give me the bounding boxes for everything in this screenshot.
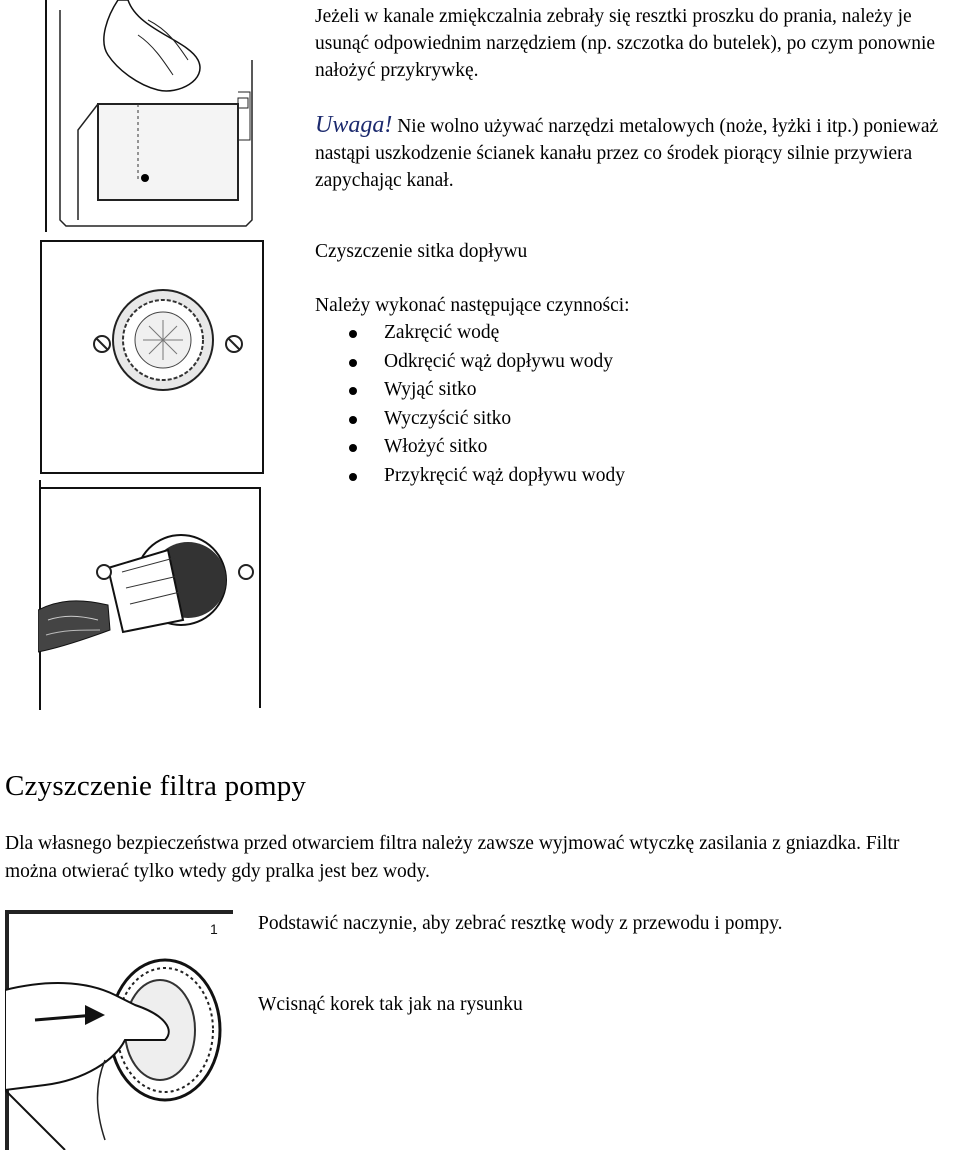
pump-filter-illustration — [5, 910, 233, 1150]
pump-safety-text: Dla własnego bezpieczeństwa przed otwarciem filtra należy zawsze wyjmować wtyczkę zasilania z gniazdka. Filtr można otwierać tylko wtedy gdy pralka jest bez wody. — [5, 833, 900, 882]
list-item: Odkręcić wąż dopływu wody — [315, 348, 625, 377]
bullet-icon — [349, 330, 357, 338]
bullet-icon — [349, 416, 357, 424]
pump-step-1: Podstawić naczynie, aby zebrać resztkę wody z przewodu i pompy. — [258, 913, 783, 934]
bullet-icon — [349, 473, 357, 481]
list-item: Wyczyścić sitko — [315, 405, 625, 434]
bullet-icon — [349, 444, 357, 452]
warning-label: Uwaga! — [315, 112, 393, 138]
warning-text: Nie wolno używać narzędzi metalowych (noże, łyżki i itp.) ponieważ nastąpi uszkodzenie ścianek kanału przez co środek piorący silnie przywiera zapychając kanał. — [315, 116, 939, 191]
inlet-filter-illustration — [38, 238, 266, 478]
steps-intro: Należy wykonać następujące czynności: — [315, 295, 630, 316]
figure-number: 1 — [210, 921, 218, 937]
bullet-icon — [349, 387, 357, 395]
pump-section-heading: Czyszczenie filtra pompy — [5, 770, 307, 802]
softener-cleaning-text: Jeżeli w kanale zmiękczalnia zebrały się resztki proszku do prania, należy je usunąć odpowiednim narzędziem (np. szczotka do butelek), po czym ponownie nałożyć przykrywkę. — [315, 6, 936, 81]
warning-paragraph — [315, 112, 960, 194]
inlet-steps-list — [315, 319, 625, 490]
list-item: Włożyć sitko — [315, 433, 625, 462]
inlet-hose-illustration — [38, 480, 268, 710]
inlet-section-title: Czyszczenie sitka dopływu — [315, 241, 528, 262]
list-item: Przykręcić wąż dopływu wody — [315, 462, 625, 491]
softener-channel-illustration — [38, 0, 268, 232]
bullet-icon — [349, 359, 357, 367]
pump-step-2: Wcisnąć korek tak jak na rysunku — [258, 994, 523, 1015]
list-item: Zakręcić wodę — [315, 319, 625, 348]
list-item: Wyjąć sitko — [315, 376, 625, 405]
